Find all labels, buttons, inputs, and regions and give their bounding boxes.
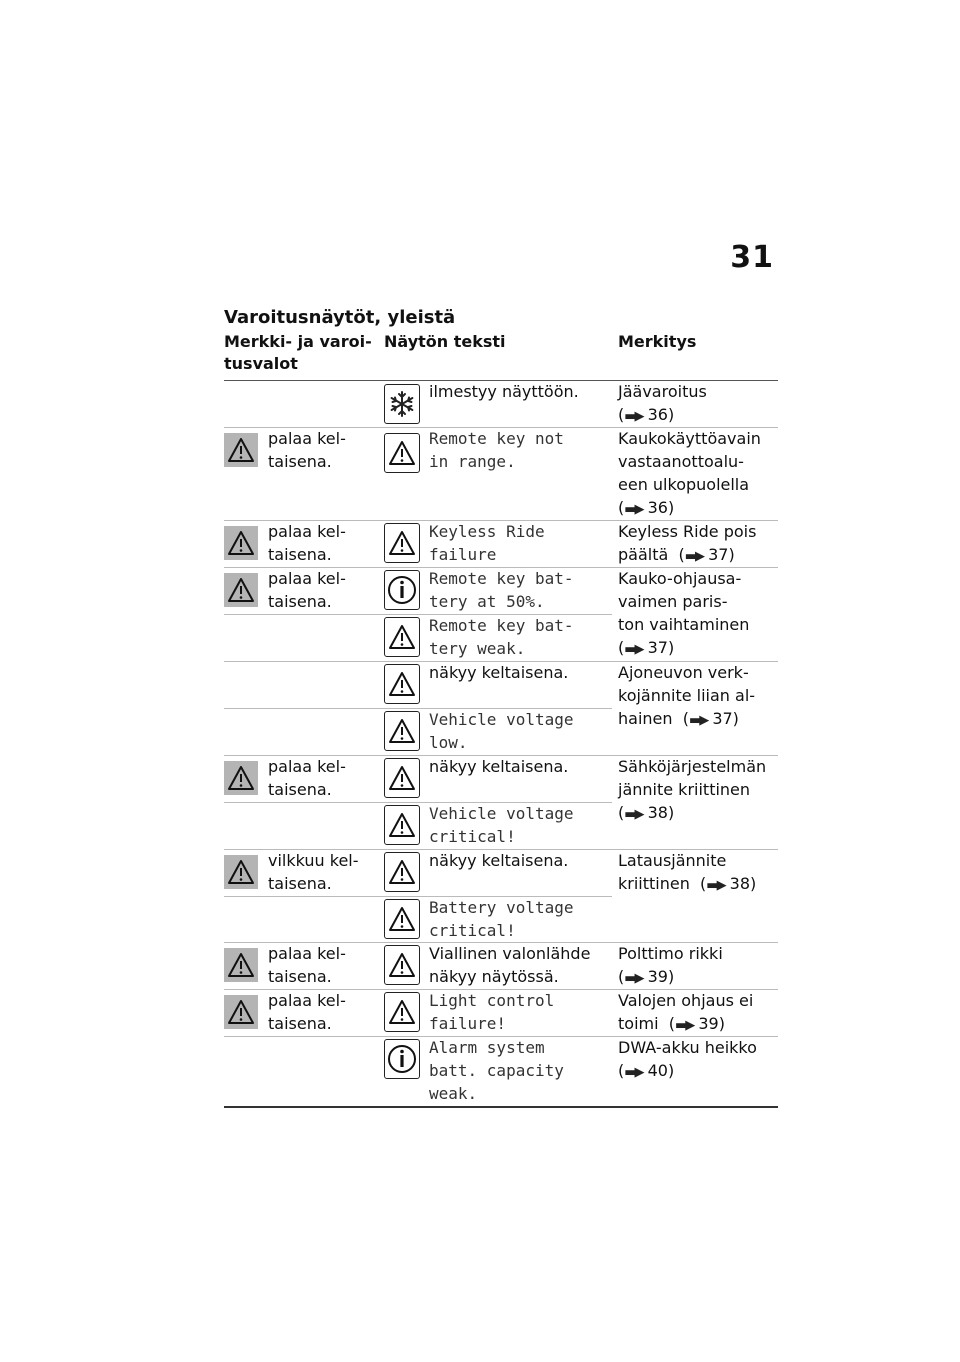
page-reference-arrow-icon: ▬▶: [706, 878, 725, 893]
display-line: critical!: [429, 827, 516, 846]
page-reference-arrow-icon: ▬▶: [624, 807, 643, 822]
page-reference-number: 39): [647, 967, 675, 986]
display-line: Vehicle voltage: [429, 710, 574, 729]
page-reference-arrow-icon: ▬▶: [674, 1018, 694, 1033]
header-col1-line1: Merkki- ja varoi-: [224, 332, 372, 351]
row-display-text: [429, 427, 564, 473]
meaning-line: Jäävaroitus: [618, 382, 707, 401]
row-display-text: näkyy keltaisena.: [429, 757, 569, 776]
display-line: Viallinen valonlähde: [429, 944, 591, 963]
page-reference-number: 38): [729, 874, 757, 893]
meaning-line-with-reference: kriittinen (▬▶ 38): [618, 872, 756, 897]
meaning-line: Kaukokäyttöavain: [618, 429, 761, 448]
page-reference-number: 36): [647, 498, 675, 517]
display-line: Light control: [429, 991, 555, 1010]
display-line: low.: [429, 733, 468, 752]
row-meaning: [618, 520, 756, 568]
page-reference-arrow-icon: ▬▶: [624, 642, 643, 657]
page-reference: (▬▶ 38): [618, 801, 766, 826]
display-line: Keyless Ride: [429, 522, 545, 541]
meaning-line-with-reference: toimi (▬▶ 39): [618, 1012, 753, 1037]
display-line: Vehicle voltage: [429, 804, 574, 823]
meaning-line: jännite kriittinen: [618, 780, 751, 799]
warning-triangle-icon: [384, 805, 420, 845]
meaning-line: Latausjännite: [618, 851, 727, 870]
signal-line: taisena.: [268, 967, 332, 986]
display-line: Remote key bat-: [429, 616, 574, 635]
page-reference-number: 37): [712, 709, 739, 728]
display-line: failure: [429, 545, 497, 564]
warning-triangle-icon: [384, 617, 420, 657]
signal-line: palaa kel-: [268, 569, 346, 588]
signal-line: taisena.: [268, 1014, 332, 1033]
warning-triangle-icon: [384, 992, 420, 1032]
meaning-line: Valojen ohjaus ei: [618, 991, 754, 1010]
display-line: tery at 50%.: [429, 592, 545, 611]
warning-triangle-icon: [384, 711, 420, 751]
warning-triangle-icon: [384, 758, 420, 798]
page-reference-number: 36): [647, 405, 675, 424]
row-meaning: [618, 567, 749, 661]
info-icon: [384, 570, 420, 610]
row-meaning: [618, 427, 761, 521]
signal-line: palaa kel-: [268, 429, 346, 448]
warning-triangle-icon: [384, 945, 420, 985]
display-line: Alarm system: [429, 1038, 545, 1057]
header-signal-lights: [224, 331, 374, 375]
meaning-line: Kauko-ohjausa-: [618, 569, 742, 588]
row-meaning: [618, 1036, 757, 1084]
display-line: batt. capacity: [429, 1061, 564, 1080]
page-reference-arrow-icon: ▬▶: [688, 713, 708, 728]
signal-line: taisena.: [268, 452, 332, 471]
meaning-line: ton vaihtaminen: [618, 615, 750, 634]
row-signal-state: [268, 427, 346, 473]
meaning-line: DWA-akku heikko: [618, 1038, 757, 1057]
page-reference: (▬▶ 40): [618, 1059, 757, 1084]
info-icon: [384, 1039, 420, 1079]
warning-triangle-icon: [224, 855, 258, 889]
warning-triangle-icon: [384, 899, 420, 939]
warning-triangle-icon: [384, 664, 420, 704]
page-reference-number: 40): [647, 1061, 675, 1080]
signal-line: taisena.: [268, 545, 332, 564]
warning-triangle-icon: [384, 852, 420, 892]
meaning-line: Polttimo rikki: [618, 944, 723, 963]
signal-line: palaa kel-: [268, 757, 346, 776]
meaning-line: een ulkopuolella: [618, 475, 750, 494]
meaning-line: vastaanottoalu-: [618, 452, 744, 471]
header-col1-line2: tusvalot: [224, 354, 298, 373]
row-display-text: [429, 802, 574, 848]
signal-line: taisena.: [268, 592, 332, 611]
signal-line: palaa kel-: [268, 991, 346, 1010]
row-display-text: [429, 614, 574, 660]
page-reference-arrow-icon: ▬▶: [684, 549, 703, 564]
page-reference: (▬▶ 39): [618, 965, 723, 990]
display-line: Remote key bat-: [429, 569, 574, 588]
page-reference-arrow-icon: ▬▶: [624, 1065, 643, 1080]
meaning-line: kriittinen: [618, 874, 690, 893]
row-display-text: [429, 942, 590, 988]
signal-line: taisena.: [268, 874, 332, 893]
row-display-text: [429, 1036, 564, 1105]
page-number: 31: [730, 240, 774, 275]
row-display-text: ilmestyy näyttöön.: [429, 382, 579, 401]
meaning-line: Keyless Ride pois: [618, 522, 757, 541]
display-line: weak.: [429, 1084, 478, 1103]
snowflake-icon: [384, 384, 420, 424]
page-reference-arrow-icon: ▬▶: [624, 971, 643, 986]
page-reference: (▬▶ 36): [618, 403, 707, 428]
meaning-line: hainen: [618, 709, 673, 728]
row-signal-state: [268, 849, 359, 895]
display-line: Battery voltage: [429, 898, 574, 917]
page-reference-number: 37): [647, 638, 675, 657]
signal-line: palaa kel-: [268, 522, 346, 541]
page-reference: (▬▶ 37): [618, 636, 749, 661]
page-reference-number: 38): [647, 803, 675, 822]
row-meaning: [618, 380, 707, 428]
signal-line: palaa kel-: [268, 944, 346, 963]
section-title: Varoitusnäytöt, yleistä: [224, 307, 456, 328]
display-line: in range.: [429, 452, 516, 471]
row-meaning: [618, 755, 766, 826]
page-reference-arrow-icon: ▬▶: [624, 409, 643, 424]
display-line: tery weak.: [429, 639, 526, 658]
warning-triangle-icon: [224, 526, 258, 560]
meaning-line: toimi: [618, 1014, 659, 1033]
row-display-text: [429, 520, 545, 566]
row-signal-state: [268, 989, 346, 1035]
table-bottom-rule: [224, 1106, 778, 1108]
header-meaning: Merkitys: [618, 332, 697, 351]
page-reference-arrow-icon: ▬▶: [624, 502, 643, 517]
signal-line: vilkkuu kel-: [268, 851, 359, 870]
meaning-line: vaimen paris-: [618, 592, 728, 611]
meaning-line-with-reference: hainen (▬▶ 37): [618, 707, 755, 732]
row-display-text: [429, 567, 574, 613]
row-signal-state: [268, 942, 346, 988]
row-meaning: [618, 942, 723, 990]
page-reference-number: 37): [708, 545, 735, 564]
warning-triangle-icon: [224, 948, 258, 982]
meaning-line: Ajoneuvon verk-: [618, 663, 749, 682]
row-display-text: [429, 708, 574, 754]
meaning-line: kojännite liian al-: [618, 686, 756, 705]
display-line: Remote key not: [429, 429, 564, 448]
display-line: failure!: [429, 1014, 507, 1033]
display-line: critical!: [429, 921, 516, 940]
page-reference-number: 39): [698, 1014, 725, 1033]
row-display-text: näkyy keltaisena.: [429, 663, 569, 682]
meaning-line: Sähköjärjestelmän: [618, 757, 767, 776]
signal-line: taisena.: [268, 780, 332, 799]
row-display-text: [429, 989, 554, 1035]
page-reference: (▬▶ 36): [618, 496, 761, 521]
warning-triangle-icon: [224, 433, 258, 467]
warning-triangle-icon: [224, 573, 258, 607]
row-display-text: [429, 896, 574, 942]
header-display-text: Näytön teksti: [384, 332, 506, 351]
meaning-line-with-reference: päältä (▬▶ 37): [618, 543, 756, 568]
row-signal-state: [268, 567, 346, 613]
row-meaning: [618, 661, 755, 732]
display-line: näkyy näytössä.: [429, 967, 559, 986]
warning-triangle-icon: [224, 995, 258, 1029]
warning-triangle-icon: [224, 761, 258, 795]
warning-triangle-icon: [384, 433, 420, 473]
row-signal-state: [268, 520, 346, 566]
row-meaning: [618, 989, 753, 1037]
meaning-line: päältä: [618, 545, 669, 564]
warning-triangle-icon: [384, 523, 420, 563]
row-display-text: näkyy keltaisena.: [429, 851, 569, 870]
row-signal-state: [268, 755, 346, 801]
row-meaning: [618, 849, 756, 897]
